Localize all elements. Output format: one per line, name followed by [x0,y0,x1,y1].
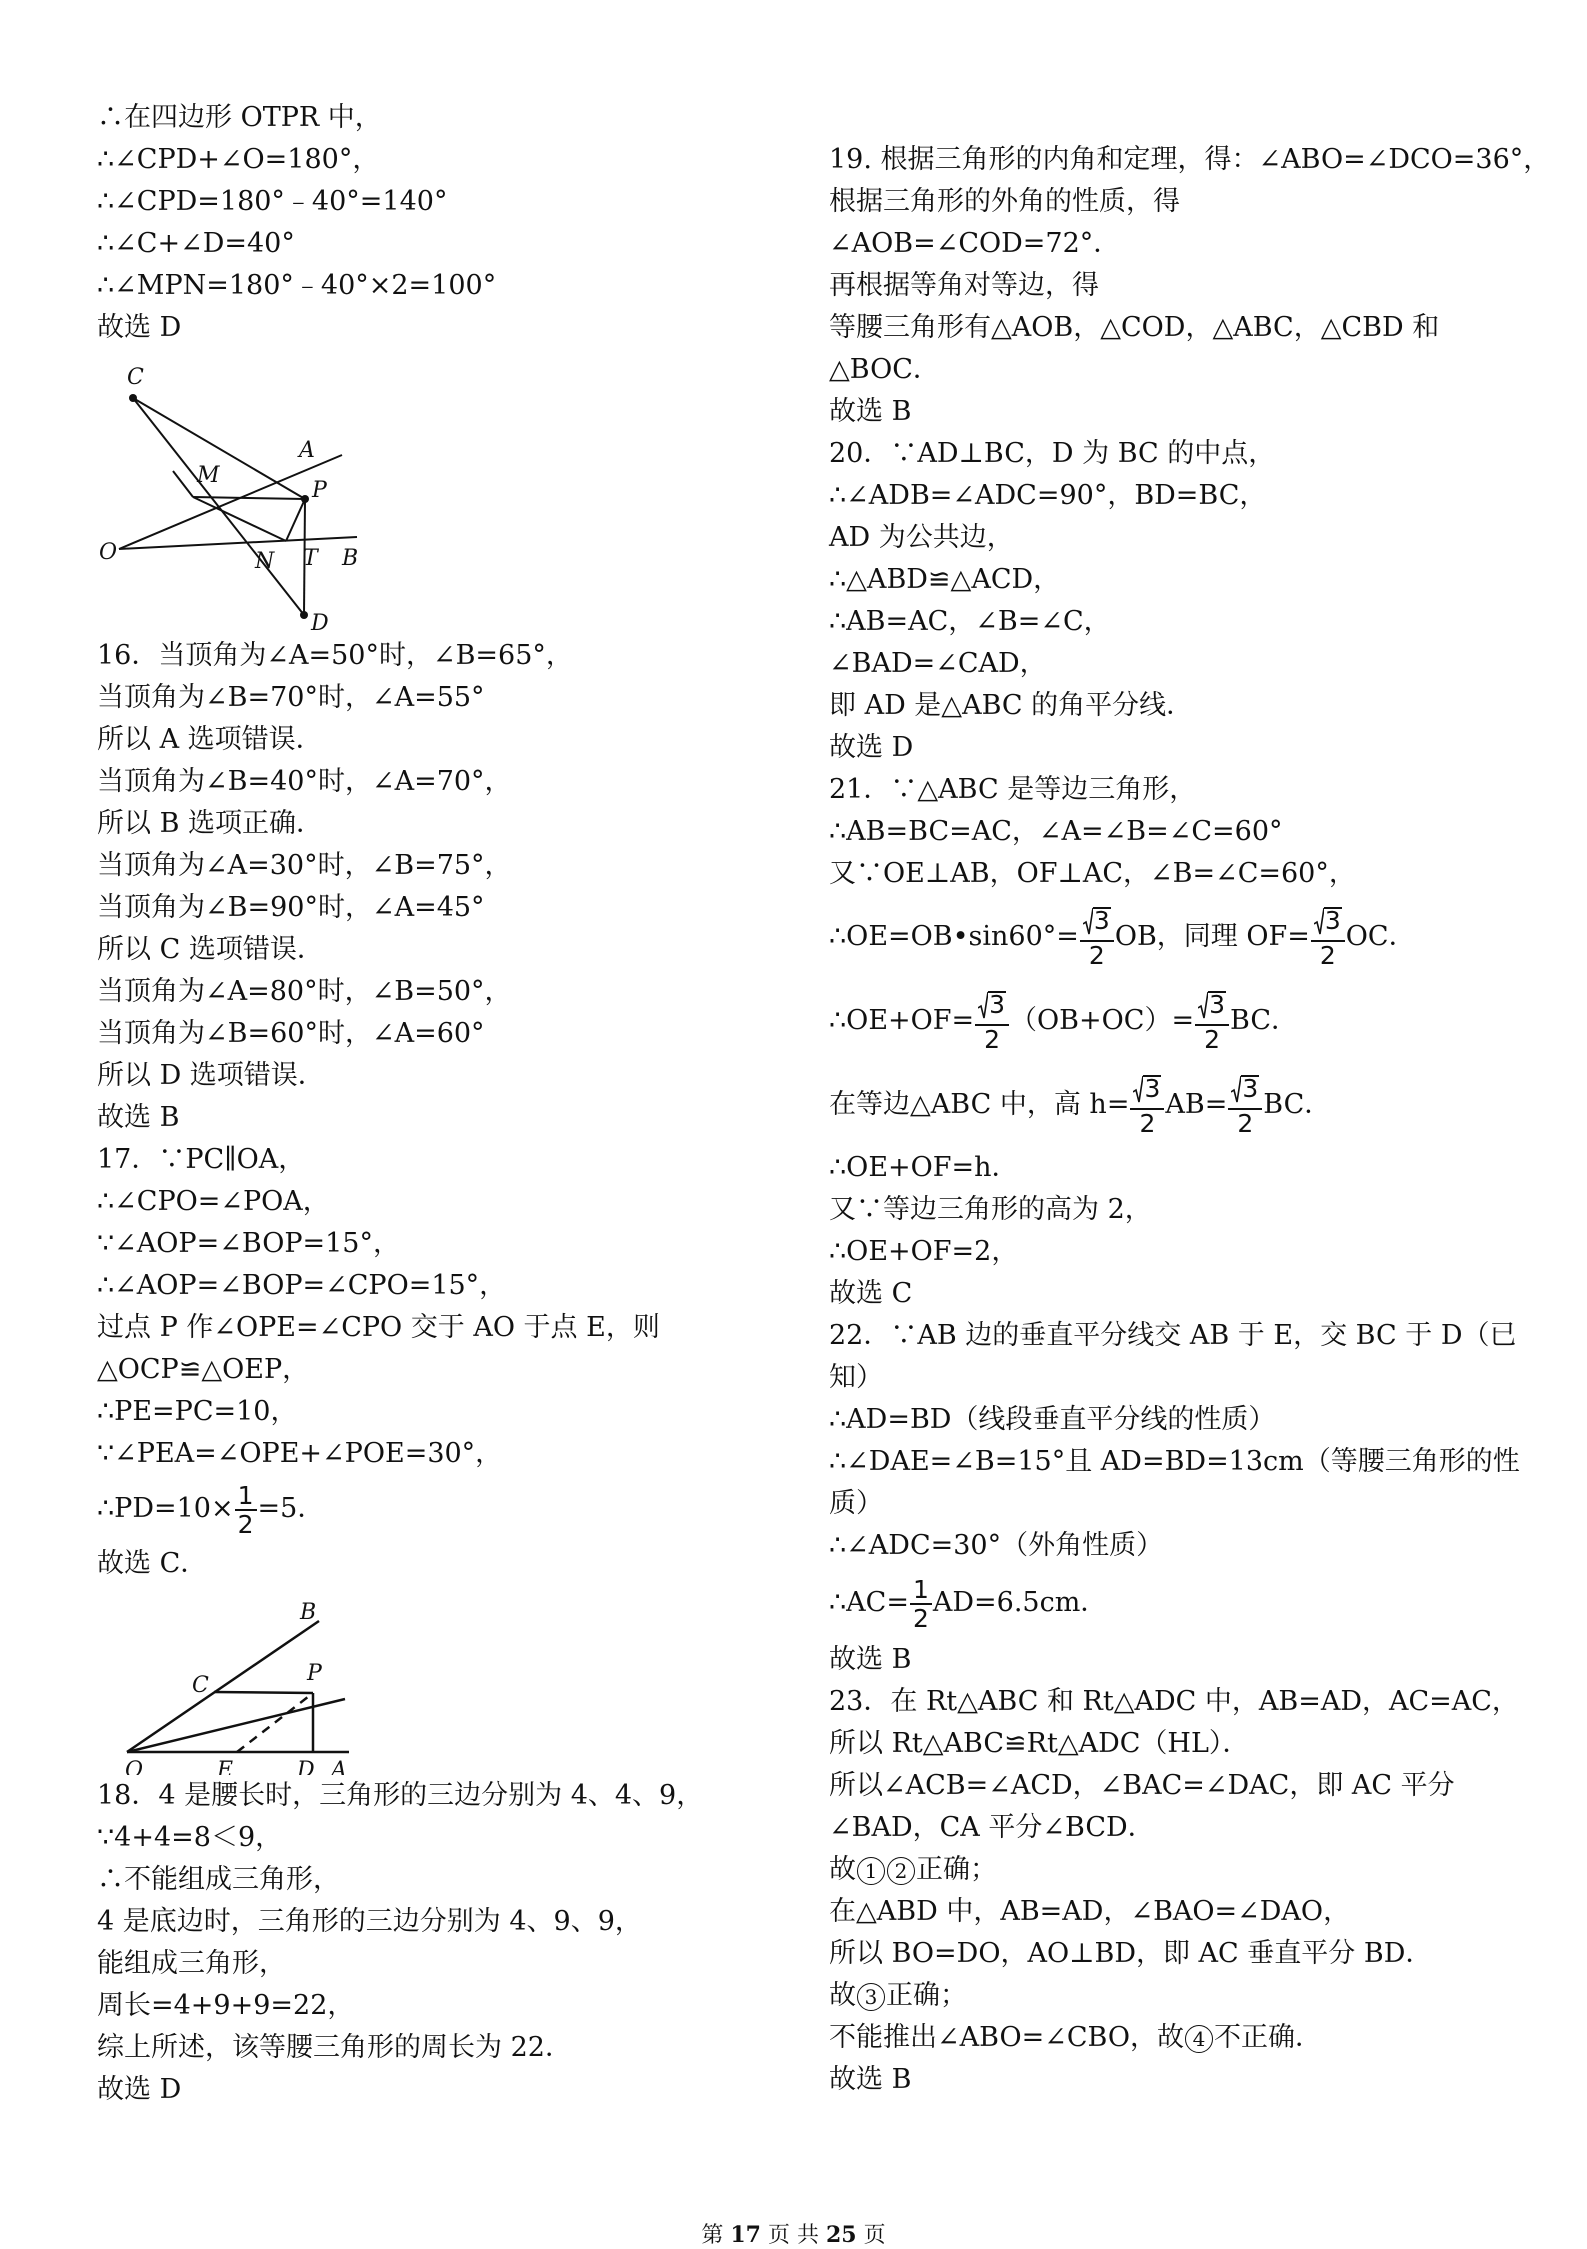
text-line: 18．4 是腰长时，三角形的三边分别为 4、4、9， [97,1780,704,1811]
formula-text: OB，同理 OF= [1114,921,1310,952]
text-line: 17．∵PC∥OA， [97,1144,306,1175]
text-line: 综上所述，该等腰三角形的周长为 22． [97,2032,572,2063]
formula-text: ∴OE+OF= [829,1005,975,1036]
sqrt-symbol [1231,1075,1259,1103]
formula-text: =5． [257,1493,325,1524]
formula-line [829,1567,1529,1639]
text-line: ∴∠ADB=∠ADC=90°，BD=BC， [829,480,1267,511]
fraction-denominator: 2 [1204,1024,1220,1054]
text: 不能推出∠ABO=∠CBO，故 [829,2022,1184,2053]
label-B: B [342,546,359,571]
text-line: 再根据等角对等边，得 [829,270,1099,301]
fraction-numerator: 1 [235,1482,257,1511]
text-line: △OCP≌△OEP， [97,1354,310,1385]
fraction-numerator [1195,991,1229,1026]
figure-q15-diagram [97,349,797,635]
radicand: 3 [1093,905,1110,935]
text-line: ∴OE+OF=2， [829,1236,1019,1267]
footer-text: 第 [701,2223,724,2248]
radical-sign [1083,907,1093,935]
formula-text: BC． [1263,1089,1332,1120]
formula-text: BC． [1229,1005,1298,1036]
text-line: ∴∠CPD+∠O=180°， [97,144,380,175]
text-line: 所以∠ACB=∠ACD，∠BAC=∠DAC，即 AC 平分 [829,1770,1455,1801]
fraction-denominator: 2 [1237,1108,1254,1138]
right-column [829,139,1551,2101]
label-D: D [297,1758,315,1775]
fraction-numerator: 1 [910,1576,932,1605]
text-line: ∴PE=PC=10， [97,1396,298,1427]
text-line: 21．∵△ABC 是等边三角形， [829,774,1197,805]
fraction [1080,907,1114,969]
text: 故 [829,1854,856,1885]
text-line [829,2017,1529,2059]
text-line: 19. 根据三角形的内角和定理，得：∠ABO=∠DCO=36°， [829,144,1551,175]
text-line: ∴∠MPN=180°﹣40°×2=100° [97,270,497,301]
sqrt-symbol [1198,991,1226,1019]
fraction [975,991,1009,1053]
fraction-denominator: 2 [237,1509,254,1539]
text-line: 20．∵AD⊥BC，D 为 BC 的中点， [829,438,1276,469]
fraction-denominator: 2 [984,1024,1001,1054]
figure-q17-diagram [97,1585,797,1775]
page-footer [0,2218,1587,2249]
text-line: 故选 B [829,396,912,427]
text: 不正确． [1213,2022,1322,2053]
label-A: A [331,1758,347,1775]
sqrt-symbol [978,991,1006,1019]
radicand: 3 [1242,1073,1259,1103]
text-line: 故选 D [97,2074,182,2105]
text-line: 周长=4+9+9=22， [97,1990,355,2021]
text-line: 故选 D [97,312,182,343]
text-line: ∴∠CPO=∠POA， [97,1186,330,1217]
radical-sign [1231,1075,1241,1103]
label-B: B [300,1600,317,1625]
text-line: 所以 A 选项错误． [97,724,323,755]
text-line: 知） [829,1362,883,1393]
text-line: ∴∠CPD=180°﹣40°=140° [97,186,448,217]
text: 正确； [916,1854,997,1885]
text-line: ∠AOB=∠COD=72°． [829,228,1121,259]
text-line: ∴不能组成三角形， [97,1864,340,1895]
text-line: ∴∠AOP=∠BOP=∠CPO=15°， [97,1270,507,1301]
sqrt-symbol [1083,907,1111,935]
text-line: 当顶角为∠B=90°时，∠A=45° [97,892,485,923]
footer-text: 页 [863,2223,886,2248]
text-line: 故选 D [829,732,914,763]
text-line: 在△ABD 中，AB=AD，∠BAO=∠DAO， [829,1896,1351,1927]
label-C: C [127,365,144,390]
text-line: 故选 B [829,2064,912,2095]
formula-text: （OB+OC）= [1010,1005,1195,1036]
label-N: N [255,549,275,574]
radicand: 3 [1209,989,1225,1019]
text-line: ∴AB=AC，∠B=∠C， [829,606,1111,637]
text-line: 所以 Rt△ABC≌Rt△ADC（HL）． [829,1728,1250,1759]
fraction-denominator: 2 [1139,1108,1156,1138]
label-T: T [303,546,318,571]
fraction [910,1576,932,1632]
circled-number-4: 4 [1185,2025,1213,2053]
fraction-numerator [1228,1075,1262,1110]
formula-text: ∴OE=OB•sin60°= [829,921,1079,952]
text-line: ∴∠ADC=30°（外角性质） [829,1530,1164,1561]
text-line: 能组成三角形， [97,1948,286,1979]
text-line: ∠BAD，CA 平分∠BCD． [829,1812,1155,1843]
text-line: 所以 B 选项正确． [97,808,324,839]
fraction-numerator [1130,1075,1164,1110]
text-line: 根据三角形的外角的性质，得 [829,186,1180,217]
text: 正确； [886,1980,967,2011]
text-line: 4 是底边时，三角形的三边分别为 4、9、9， [97,1906,642,1937]
text-line: AD 为公共边， [829,522,1014,553]
text-line: ∴△ABD≌△ACD， [829,564,1061,595]
footer-text: 页 共 [768,2223,819,2248]
text-line: 故选 C [829,1278,913,1309]
fraction [1130,1075,1164,1137]
text-line: 故选 B [97,1102,180,1133]
text-line [829,1975,1529,2017]
sqrt-symbol [1314,907,1342,935]
circled-number-1: 1 [857,1857,885,1885]
label-O: O [99,540,118,565]
label-P: P [307,1661,322,1686]
formula-line [829,1063,1529,1147]
fraction [1228,1075,1262,1137]
text-line [829,1849,1529,1891]
radical-sign [978,991,988,1019]
text-line: 当顶角为∠B=60°时，∠A=60° [97,1018,485,1049]
circled-number-2: 2 [887,1857,915,1885]
fraction-numerator [1080,907,1114,942]
fraction-numerator [975,991,1009,1026]
text-line: 过点 P 作∠OPE=∠CPO 交于 AO 于点 E，则 [97,1312,660,1343]
fraction [1195,991,1229,1053]
radical-sign [1133,1075,1143,1103]
text-line: ∵4+4=8＜9， [97,1822,283,1853]
formula-text: OC． [1345,921,1416,952]
fraction-denominator: 2 [912,1603,929,1633]
radicand: 3 [1144,1073,1161,1103]
label-D: D [311,611,329,635]
formula-line [97,1475,797,1543]
fraction [1311,907,1345,969]
radicand: 3 [989,989,1006,1019]
text-line: 22．∵AB 边的垂直平分线交 AB 于 E，交 BC 于 D（已 [829,1320,1517,1351]
text-line: 16．当顶角为∠A=50°时，∠B=65°， [97,640,573,671]
text-line: 质） [829,1488,883,1519]
label-A: A [299,438,315,463]
circled-number-3: 3 [857,1983,885,2011]
text-line: ∵∠AOP=∠BOP=15°， [97,1228,400,1259]
fraction-denominator: 2 [1088,940,1105,970]
formula-text: ∴PD=10× [97,1493,234,1524]
text-line: 所以 BO=DO，AO⊥BD，即 AC 垂直平分 BD． [829,1938,1433,1969]
formula-text: ∴AC= [829,1587,909,1618]
text-line: 所以 D 选项错误． [97,1060,325,1091]
text-line: △BOC． [829,354,940,385]
fraction-denominator: 2 [1319,940,1336,970]
formula-text: AD=6.5cm． [932,1587,1108,1618]
text-line: ∴AB=BC=AC，∠A=∠B=∠C=60° [829,816,1283,847]
text-line: ∠BAD=∠CAD， [829,648,1047,679]
label-M: M [197,463,220,488]
formula-text: 在等边△ABC 中，高 h= [829,1089,1130,1120]
text-line: ∴∠DAE=∠B=15°且 AD=BD=13cm（等腰三角形的性 [829,1446,1520,1477]
text-line: 当顶角为∠B=70°时，∠A=55° [97,682,485,713]
formula-text: AB= [1165,1089,1228,1120]
formula-line [829,895,1529,979]
text-line: 等腰三角形有△AOB，△COD，△ABC，△CBD 和 [829,312,1440,343]
radical-sign [1198,991,1208,1019]
text-line: 23．在 Rt△ABC 和 Rt△ADC 中，AB=AD，AC=AC， [829,1686,1519,1717]
text-line: ∴∠C+∠D=40° [97,228,295,259]
text-line: ∵∠PEA=∠OPE+∠POE=30°， [97,1438,503,1469]
text-line: ∴在四边形 OTPR 中， [97,102,382,133]
text-line: 当顶角为∠A=30°时，∠B=75°， [97,850,512,881]
radicand: 3 [1324,905,1341,935]
text-line: 当顶角为∠B=40°时，∠A=70°， [97,766,512,797]
text-line: 又∵等边三角形的高为 2， [829,1194,1152,1225]
left-column [97,97,797,2111]
text-line: 故选 B [829,1644,912,1675]
label-C: C [192,1673,209,1698]
text-line: ∴OE+OF=h． [829,1152,1019,1183]
text-line: 当顶角为∠A=80°时，∠B=50°， [97,976,512,1007]
text-line: ∴AD=BD（线段垂直平分线的性质） [829,1404,1276,1435]
text-line: 故选 C． [97,1548,208,1579]
page-number: 17 [730,2222,761,2248]
text-line: 所以 C 选项错误． [97,934,324,965]
text: 故 [829,1980,856,2011]
fraction-numerator [1311,907,1345,942]
label-O: O [125,1758,144,1775]
sqrt-symbol [1133,1075,1161,1103]
total-pages: 25 [826,2222,857,2248]
radical-sign [1314,907,1324,935]
fraction [235,1482,257,1538]
text-line: 又∵OE⊥AB，OF⊥AC，∠B=∠C=60°， [829,858,1356,889]
label-E: E [217,1758,234,1775]
text-line: 即 AD 是△ABC 的角平分线． [829,690,1194,721]
label-P: P [312,478,327,503]
formula-line [829,979,1529,1063]
